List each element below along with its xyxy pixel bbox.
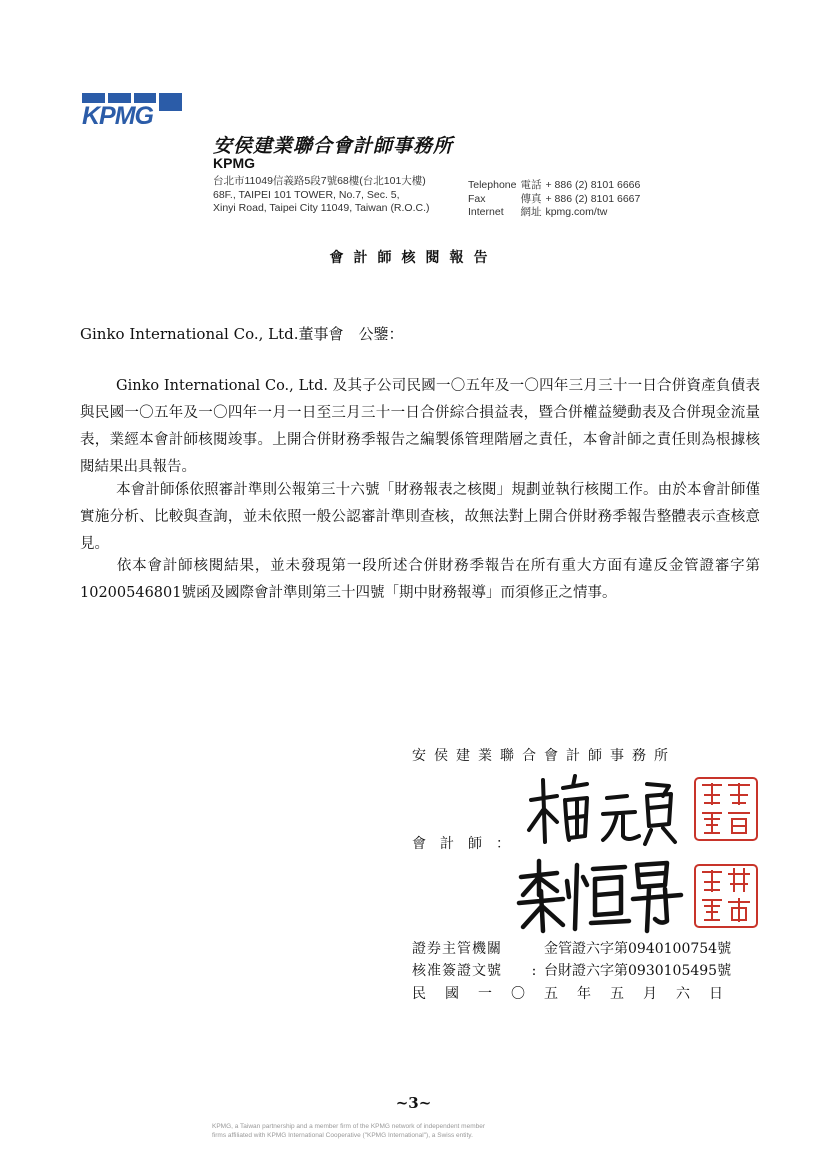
report-date: 民國一〇五年五月六日 [412, 986, 742, 1002]
kpmg-logo [82, 93, 182, 133]
registration-label: 證券主管機關 [412, 941, 502, 957]
footer-disclaimer [212, 1122, 485, 1140]
registration-row [412, 938, 731, 960]
contact-value: kpmg.com/tw [545, 206, 608, 218]
registration-colon: : [531, 963, 537, 979]
handwritten-signature-1 [523, 770, 693, 850]
accountant-seal-2 [692, 862, 760, 930]
contact-label-cn: 傳真 [520, 192, 542, 205]
accountant-seal-1 [692, 775, 760, 843]
contact-label-cn: 網址 [520, 206, 542, 218]
footer-line: firms affiliated with KPMG International Cooperative ("KPMG International"), a Swiss entity. [212, 1132, 473, 1139]
registration-colon [524, 938, 544, 960]
paragraph-text: 本會計師係依照審計準則公報第三十六號「財務報表之核閱」規劃並執行核閱工作。由於本會計師僅實施分析、比較與查詢，並未依照一般公認審計準則查核，故無法對上開合併財務季報告整體表示查核意見。 [80, 482, 760, 552]
report-paragraph-2 [80, 477, 760, 558]
address-line: 68F., TAIPEI 101 TOWER, No.7, Sec. 5, [213, 188, 400, 201]
report-paragraph-1 [80, 373, 760, 481]
report-paragraph-3 [80, 553, 760, 607]
contact-label-en: Telephone [468, 179, 517, 191]
registration-row [412, 960, 731, 982]
registration-label: 核准簽證文號 [412, 963, 502, 979]
contact-label-cn: 電話 [520, 179, 542, 191]
registration-value: 金管證六字第0940100754號 [544, 941, 732, 957]
firm-name-en: KPMG [213, 155, 255, 171]
footer-line: KPMG, a Taiwan partnership and a member firm of the KPMG network of independent member [212, 1123, 486, 1130]
registration-value: 台財證六字第0930105495號 [544, 963, 732, 979]
contact-row-telephone [468, 179, 644, 193]
paragraph-text: 依本會計師核閱結果，並未發現第一段所述合併財務季報告在所有重大方面有違反金管證審字第10200546801號函及國際會計準則第三十四號「期中財務報導」而須修正之情事。 [80, 558, 760, 601]
address-line: Xinyi Road, Taipei City 11049, Taiwan (R.O.C.) [213, 202, 430, 214]
report-title: 會計師核閱報告 [329, 250, 498, 266]
report-addressee: Ginko International Co., Ltd.董事會 公鑒： [80, 325, 404, 343]
page-number: ~3~ [395, 1094, 432, 1112]
firm-name-cn: 安侯建業聯合會計師事務所 [213, 135, 454, 157]
signature-firm-name: 安侯建業聯合會計師事務所 [412, 748, 676, 764]
handwritten-signature-2 [515, 855, 690, 935]
contact-row-fax [468, 193, 644, 207]
contact-value: + 886 (2) 8101 6667 [545, 192, 641, 205]
contact-label-en: Fax [468, 192, 486, 205]
contact-value: + 886 (2) 8101 6666 [545, 179, 641, 191]
address-block [213, 175, 430, 216]
accountant-label: 會計師： [412, 836, 524, 852]
address-line: 台北市11049信義路5段7號68樓(台北101大樓) [213, 175, 426, 187]
contact-row-internet [468, 206, 644, 220]
contact-block [468, 179, 644, 220]
registration-block [412, 938, 731, 982]
kpmg-logo-text: KPMG [82, 103, 157, 129]
paragraph-text: Ginko International Co., Ltd. 及其子公司民國一〇五年及一〇四年三月三十一日合併資產負債表與民國一〇五年及一〇四年一月一日至三月三十一日合併綜合損益表，暨合併權益變動表及合併現金流量表，業經本會計師核閱竣事。上開合併財務季報告之編製係管理階層之責任，本會計師之責任則為根據核閱結果出具報告。 [80, 378, 760, 475]
contact-label-en: Internet [468, 206, 504, 218]
